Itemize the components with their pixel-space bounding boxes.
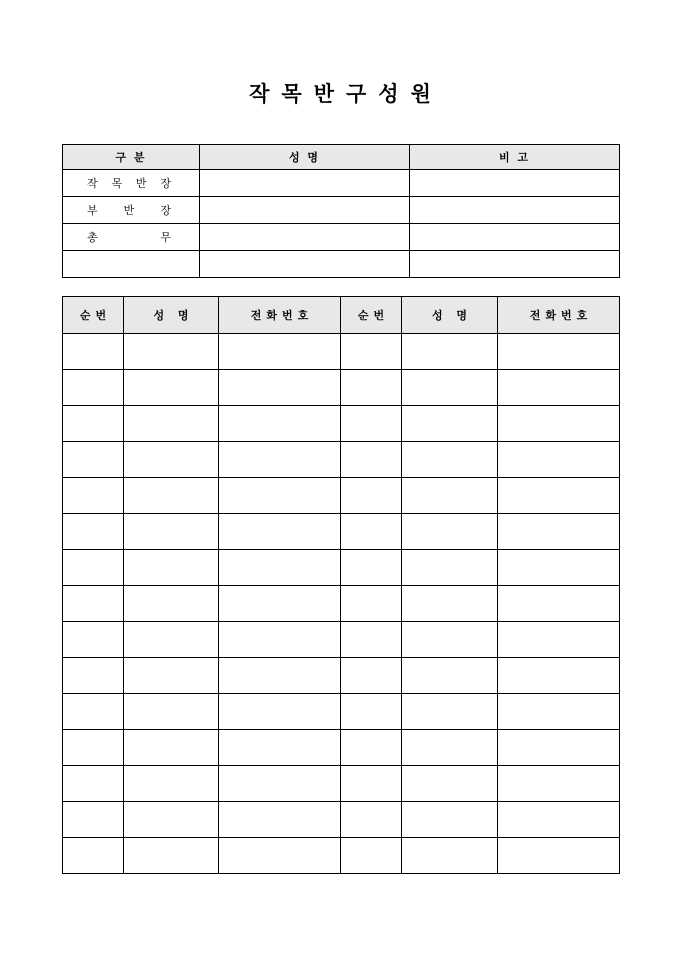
seq-cell[interactable] bbox=[63, 766, 124, 802]
name-cell[interactable] bbox=[124, 406, 219, 442]
phone-cell[interactable] bbox=[498, 586, 620, 622]
name-cell[interactable] bbox=[402, 802, 498, 838]
phone-cell[interactable] bbox=[219, 730, 341, 766]
name-cell[interactable] bbox=[124, 802, 219, 838]
roles-header-row bbox=[63, 145, 620, 170]
phone-cell[interactable] bbox=[219, 658, 341, 694]
seq-cell[interactable] bbox=[63, 802, 124, 838]
role-label bbox=[63, 258, 199, 271]
seq-cell[interactable] bbox=[341, 622, 402, 658]
seq-cell[interactable] bbox=[341, 658, 402, 694]
phone-cell[interactable] bbox=[219, 370, 341, 406]
name-cell[interactable] bbox=[402, 622, 498, 658]
role-name-cell[interactable] bbox=[200, 224, 410, 251]
roster-row bbox=[63, 802, 620, 838]
seq-cell[interactable] bbox=[63, 370, 124, 406]
header-phone: 전화번호 bbox=[219, 297, 341, 334]
roster-row bbox=[63, 442, 620, 478]
name-cell[interactable] bbox=[402, 586, 498, 622]
roster-row bbox=[63, 514, 620, 550]
roster-row bbox=[63, 586, 620, 622]
name-cell[interactable] bbox=[124, 694, 219, 730]
phone-cell[interactable] bbox=[498, 550, 620, 586]
name-cell[interactable] bbox=[402, 514, 498, 550]
name-cell[interactable] bbox=[124, 586, 219, 622]
seq-cell[interactable] bbox=[341, 838, 402, 874]
role-label-cell bbox=[63, 224, 200, 251]
role-label: 총 무 bbox=[87, 231, 171, 244]
header-seq: 순번 bbox=[341, 297, 402, 334]
phone-cell[interactable] bbox=[498, 658, 620, 694]
role-label: 작 목 반 장 bbox=[87, 177, 171, 190]
role-name-cell[interactable] bbox=[200, 197, 410, 224]
name-cell[interactable] bbox=[124, 622, 219, 658]
roster-row bbox=[63, 550, 620, 586]
seq-cell[interactable] bbox=[63, 586, 124, 622]
name-cell[interactable] bbox=[402, 658, 498, 694]
header-category: 구 분 bbox=[63, 145, 200, 170]
name-cell[interactable] bbox=[124, 334, 219, 370]
seq-cell[interactable] bbox=[341, 514, 402, 550]
role-note-cell[interactable] bbox=[410, 251, 620, 278]
name-cell[interactable] bbox=[124, 370, 219, 406]
phone-cell[interactable] bbox=[219, 442, 341, 478]
roster-row bbox=[63, 370, 620, 406]
roster-header-row bbox=[63, 297, 620, 334]
phone-cell[interactable] bbox=[498, 622, 620, 658]
role-note-cell[interactable] bbox=[410, 197, 620, 224]
phone-cell[interactable] bbox=[498, 838, 620, 874]
phone-cell[interactable] bbox=[219, 766, 341, 802]
seq-cell[interactable] bbox=[63, 730, 124, 766]
phone-cell[interactable] bbox=[219, 550, 341, 586]
name-cell[interactable] bbox=[124, 550, 219, 586]
name-cell[interactable] bbox=[402, 442, 498, 478]
name-cell[interactable] bbox=[124, 730, 219, 766]
role-label: 부 반 장 bbox=[87, 204, 171, 217]
seq-cell[interactable] bbox=[63, 550, 124, 586]
name-cell[interactable] bbox=[402, 838, 498, 874]
header-name: 성 명 bbox=[124, 297, 219, 334]
seq-cell[interactable] bbox=[63, 514, 124, 550]
phone-cell[interactable] bbox=[219, 802, 341, 838]
role-note-cell[interactable] bbox=[410, 224, 620, 251]
name-cell[interactable] bbox=[402, 694, 498, 730]
phone-cell[interactable] bbox=[498, 514, 620, 550]
seq-cell[interactable] bbox=[341, 694, 402, 730]
role-label-cell bbox=[63, 170, 200, 197]
roster-row bbox=[63, 622, 620, 658]
name-cell[interactable] bbox=[402, 766, 498, 802]
role-label-cell bbox=[63, 251, 200, 278]
seq-cell[interactable] bbox=[341, 370, 402, 406]
header-note: 비 고 bbox=[410, 145, 620, 170]
roles-row bbox=[63, 251, 620, 278]
header-phone: 전화번호 bbox=[498, 297, 620, 334]
seq-cell[interactable] bbox=[341, 334, 402, 370]
seq-cell[interactable] bbox=[341, 730, 402, 766]
phone-cell[interactable] bbox=[219, 586, 341, 622]
phone-cell[interactable] bbox=[219, 838, 341, 874]
phone-cell[interactable] bbox=[498, 442, 620, 478]
phone-cell[interactable] bbox=[498, 766, 620, 802]
name-cell[interactable] bbox=[124, 838, 219, 874]
name-cell[interactable] bbox=[124, 658, 219, 694]
seq-cell[interactable] bbox=[63, 694, 124, 730]
seq-cell[interactable] bbox=[63, 406, 124, 442]
roster-table bbox=[62, 296, 620, 874]
phone-cell[interactable] bbox=[219, 334, 341, 370]
seq-cell[interactable] bbox=[63, 334, 124, 370]
name-cell[interactable] bbox=[402, 406, 498, 442]
name-cell[interactable] bbox=[402, 334, 498, 370]
roster-row bbox=[63, 406, 620, 442]
name-cell[interactable] bbox=[402, 370, 498, 406]
seq-cell[interactable] bbox=[341, 766, 402, 802]
name-cell[interactable] bbox=[124, 766, 219, 802]
roster-row bbox=[63, 694, 620, 730]
name-cell[interactable] bbox=[124, 478, 219, 514]
name-cell[interactable] bbox=[124, 514, 219, 550]
seq-cell[interactable] bbox=[341, 550, 402, 586]
roster-row bbox=[63, 334, 620, 370]
role-name-cell[interactable] bbox=[200, 251, 410, 278]
role-note-cell[interactable] bbox=[410, 170, 620, 197]
name-cell[interactable] bbox=[402, 730, 498, 766]
seq-cell[interactable] bbox=[341, 478, 402, 514]
seq-cell[interactable] bbox=[341, 802, 402, 838]
phone-cell[interactable] bbox=[498, 406, 620, 442]
role-name-cell[interactable] bbox=[200, 170, 410, 197]
seq-cell[interactable] bbox=[341, 442, 402, 478]
seq-cell[interactable] bbox=[63, 838, 124, 874]
phone-cell[interactable] bbox=[498, 730, 620, 766]
roles-row bbox=[63, 170, 620, 197]
phone-cell[interactable] bbox=[219, 694, 341, 730]
seq-cell[interactable] bbox=[63, 478, 124, 514]
roles-row bbox=[63, 197, 620, 224]
header-name: 성 명 bbox=[402, 297, 498, 334]
roster-row bbox=[63, 658, 620, 694]
phone-cell[interactable] bbox=[498, 478, 620, 514]
name-cell[interactable] bbox=[402, 550, 498, 586]
roster-row bbox=[63, 838, 620, 874]
phone-cell[interactable] bbox=[219, 622, 341, 658]
roster-row bbox=[63, 730, 620, 766]
seq-cell[interactable] bbox=[341, 406, 402, 442]
seq-cell[interactable] bbox=[63, 658, 124, 694]
phone-cell[interactable] bbox=[219, 406, 341, 442]
phone-cell[interactable] bbox=[219, 478, 341, 514]
phone-cell[interactable] bbox=[498, 802, 620, 838]
roster-row bbox=[63, 766, 620, 802]
phone-cell[interactable] bbox=[219, 514, 341, 550]
page-title: 작목반구성원 bbox=[249, 82, 443, 106]
name-cell[interactable] bbox=[124, 442, 219, 478]
phone-cell[interactable] bbox=[498, 694, 620, 730]
roster-row bbox=[63, 478, 620, 514]
roles-row bbox=[63, 224, 620, 251]
name-cell[interactable] bbox=[402, 478, 498, 514]
phone-cell[interactable] bbox=[498, 370, 620, 406]
role-label-cell bbox=[63, 197, 200, 224]
header-seq: 순번 bbox=[63, 297, 124, 334]
seq-cell[interactable] bbox=[63, 622, 124, 658]
roles-table bbox=[62, 144, 620, 278]
phone-cell[interactable] bbox=[498, 334, 620, 370]
header-name: 성 명 bbox=[200, 145, 410, 170]
seq-cell[interactable] bbox=[63, 442, 124, 478]
seq-cell[interactable] bbox=[341, 586, 402, 622]
